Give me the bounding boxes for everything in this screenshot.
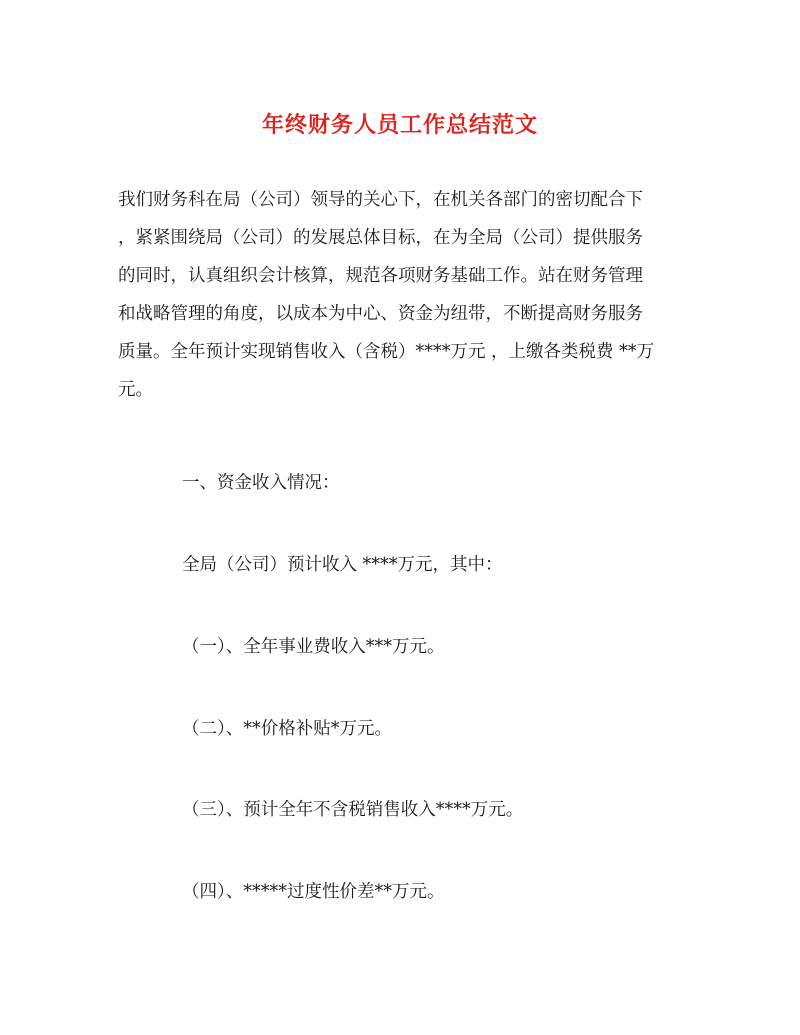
intro-line: ，紧紧围绕局（公司）的发展总体目标，在为全局（公司）提供服务	[118, 228, 643, 248]
income-item: （二）、**价格补贴*万元。	[182, 719, 392, 739]
document-title: 年终财务人员工作总结范文	[261, 112, 538, 138]
intro-line: 的同时，认真组织会计核算，规范各项财务基础工作。站在财务管理	[118, 266, 643, 286]
intro-paragraph	[118, 181, 688, 409]
intro-line: 元。	[118, 380, 153, 400]
income-item: （三）、预计全年不含税销售收入****万元。	[182, 800, 524, 820]
intro-line: 我们财务科在局（公司）领导的关心下，在机关各部门的密切配合下	[118, 190, 643, 210]
income-item: （四）、*****过度性价差**万元。	[182, 882, 445, 902]
intro-line: 质量。全年预计实现销售收入（含税）****万元 ，上缴各类税费 **万	[118, 342, 655, 362]
income-item: （一）、全年事业费收入***万元。	[182, 637, 445, 657]
intro-line: 和战略管理的角度，以成本为中心、资金为纽带，不断提高财务服务	[118, 304, 643, 324]
section-heading: 一、资金收入情况：	[182, 473, 340, 493]
income-total-line: 全局（公司）预计收入 ****万元，其中：	[182, 555, 503, 575]
